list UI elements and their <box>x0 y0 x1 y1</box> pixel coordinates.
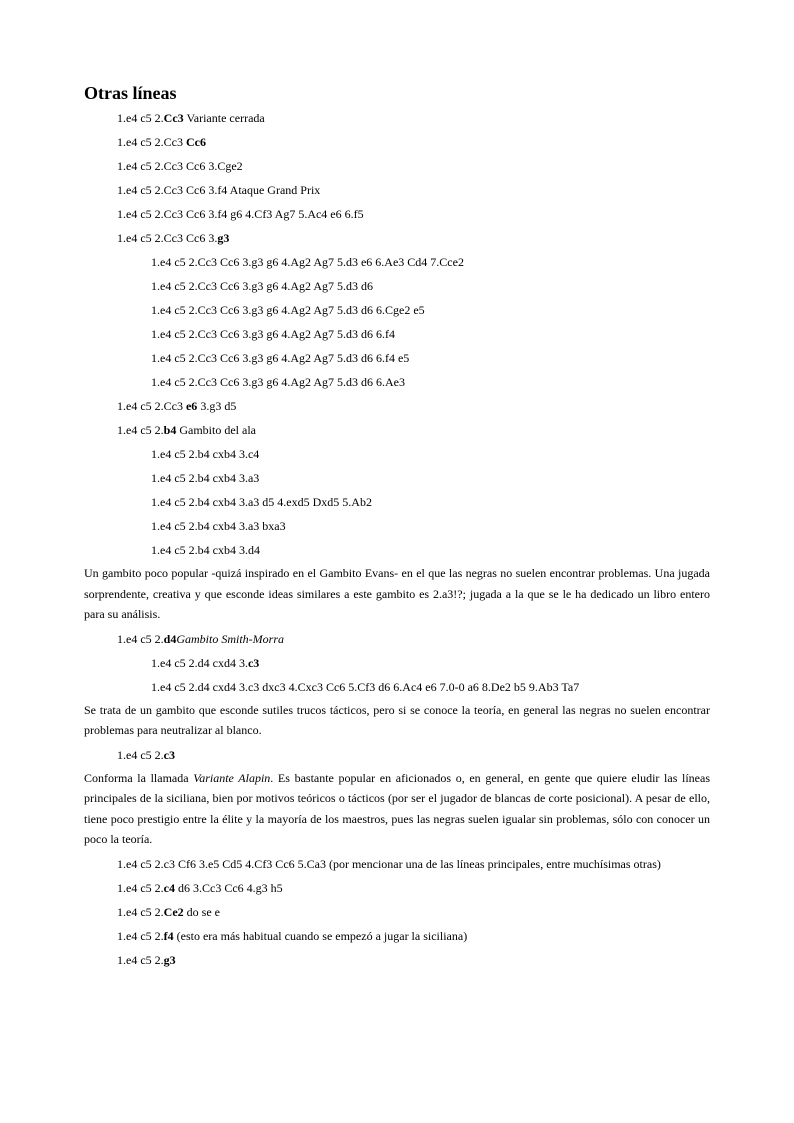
body-paragraph: Se trata de un gambito que esconde sutiles trucos tácticos, pero si se conoce la teoría, en general las negras no suelen encontrar problemas para neutralizar al blanco. <box>84 702 710 737</box>
move-subline: 1.e4 c5 2.b4 cxb4 3.a3 d5 4.exd5 Dxd5 5.Ab2 <box>151 495 372 509</box>
move-subline: 1.e4 c5 2.b4 cxb4 3.a3 <box>151 471 260 485</box>
move-line: 1.e4 c5 2.Cc3 Cc6 3.f4 Ataque Grand Prix <box>117 183 321 197</box>
move-subline: 1.e4 c5 2.d4 cxd4 3.c3 dxc3 4.Cxc3 Cc6 5.Cf3 d6 6.Ac4 e6 7.0-0 a6 8.De2 b5 9.Ab3 Ta7 <box>151 679 580 694</box>
body-paragraph: Un gambito poco popular -quizá inspirado en el Gambito Evans- en el que las negras no suelen encontrar problemas. Una jugada sorprendente, creativa y que esconde ideas similares a este gambito es 2.a3!?; jugada a la que se le ha dedicado un libro entero para su análisis. <box>84 566 710 621</box>
move-subline: 1.e4 c5 2.Cc3 Cc6 3.g3 g6 4.Ag2 Ag7 5.d3 d6 6.Ae3 <box>151 375 405 389</box>
move-line: 1.e4 c5 2.f4 (esto era más habitual cuando se empezó a jugar la siciliana) <box>117 929 468 943</box>
move-line: 1.e4 c5 2.Cc3 Cc6 3.Cge2 <box>117 159 243 173</box>
move-subline: 1.e4 c5 2.Cc3 Cc6 3.g3 g6 4.Ag2 Ag7 5.d3 d6 6.f4 e5 <box>151 351 410 365</box>
move-line: 1.e4 c5 2.Cc3 Variante cerrada <box>117 111 265 125</box>
move-line: 1.e4 c5 2.Cc3 Cc6 3.g3 <box>117 231 230 245</box>
body-paragraph: Conforma la llamada Variante Alapin. Es bastante popular en aficionados o, en general, en gente que quiere eludir las líneas principales de la siciliana, bien por motivos teóricos o tácticos (por ser el jugador de blancas de corte posicional). A pesar de ello, tiene poco prestigio entre la élite y la mayoría de los maestros, pues las negras suelen igualar sin problemas, sólo con conocer un poco la teoría. <box>84 770 710 846</box>
move-line: 1.e4 c5 2.c4 d6 3.Cc3 Cc6 4.g3 h5 <box>117 881 283 895</box>
section-heading: Otras líneas <box>84 83 177 103</box>
move-subline: 1.e4 c5 2.b4 cxb4 3.a3 bxa3 <box>151 519 286 533</box>
move-line: 1.e4 c5 2.Cc3 Cc6 <box>117 135 206 149</box>
document-page <box>84 80 710 972</box>
move-line: 1.e4 c5 2.d4Gambito Smith-Morra <box>117 631 285 646</box>
move-line: 1.e4 c5 2.Ce2 do se e <box>117 905 220 919</box>
move-subline: 1.e4 c5 2.d4 cxd4 3.c3 <box>151 655 260 670</box>
move-subline: 1.e4 c5 2.Cc3 Cc6 3.g3 g6 4.Ag2 Ag7 5.d3 e6 6.Ae3 Cd4 7.Cce2 <box>151 255 464 269</box>
move-line: 1.e4 c5 2.Cc3 Cc6 3.f4 g6 4.Cf3 Ag7 5.Ac4 e6 6.f5 <box>117 207 364 221</box>
move-subline: 1.e4 c5 2.Cc3 Cc6 3.g3 g6 4.Ag2 Ag7 5.d3 d6 6.Cge2 e5 <box>151 303 425 317</box>
move-line: 1.e4 c5 2.Cc3 e6 3.g3 d5 <box>117 399 237 413</box>
move-subline: 1.e4 c5 2.Cc3 Cc6 3.g3 g6 4.Ag2 Ag7 5.d3 d6 6.f4 <box>151 327 395 341</box>
move-subline: 1.e4 c5 2.Cc3 Cc6 3.g3 g6 4.Ag2 Ag7 5.d3 d6 <box>151 279 373 293</box>
move-line: 1.e4 c5 2.c3 Cf6 3.e5 Cd5 4.Cf3 Cc6 5.Ca3 (por mencionar una de las líneas principales, entre muchísimas otras) <box>117 856 661 871</box>
move-subline: 1.e4 c5 2.b4 cxb4 3.d4 <box>151 543 260 557</box>
move-line: 1.e4 c5 2.c3 <box>117 747 175 762</box>
move-line: 1.e4 c5 2.g3 <box>117 953 176 967</box>
move-line: 1.e4 c5 2.b4 Gambito del ala <box>117 423 256 437</box>
move-subline: 1.e4 c5 2.b4 cxb4 3.c4 <box>151 447 260 461</box>
